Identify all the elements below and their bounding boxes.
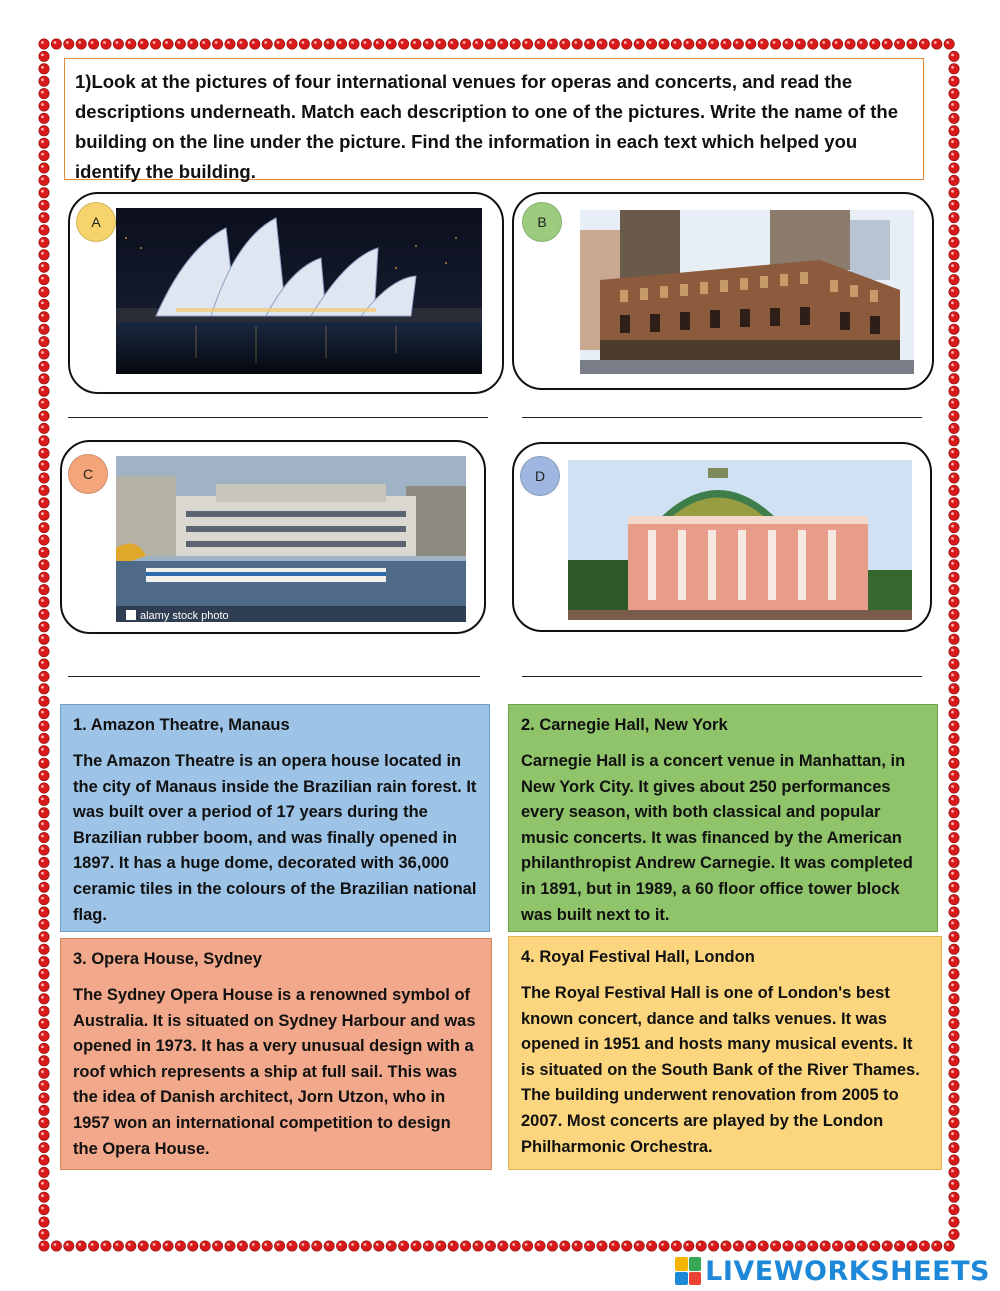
letter-a: A	[91, 214, 101, 230]
description-4-body: The Royal Festival Hall is one of London's best known concert, dance and talks venues. It was opened in 1951 and hosts many musical events. It is situated on the South Bank of the River Thames. The building underwent renovation from 2005 to 2007. Most concerts are played by the London Philharmonic Orchestra.	[521, 984, 920, 1156]
amazon-theatre-photo	[568, 460, 912, 620]
answer-line-d[interactable]	[522, 676, 922, 677]
description-3-body: The Sydney Opera House is a renowned symbol of Australia. It is situated on Sydney Harbour and was opened in 1973. It has a very unusual design with a roof which represents a ship at full sail. This was the idea of Danish architect, Jorn Utzon, who in 1957 won an international competition to design the Opera House.	[73, 986, 476, 1158]
picture-card-c	[60, 440, 486, 634]
description-1	[60, 704, 490, 932]
description-1-body: The Amazon Theatre is an opera house located in the city of Manaus inside the Brazilian rain forest. It was built over a period of 17 years during the Brazilian rubber boom, and was finally opened in 1897. It has a huge dome, decorated with 36,000 ceramic tiles in the colours of the Brazilian national flag.	[73, 752, 477, 924]
letter-badge-a	[76, 202, 116, 242]
description-3-title: 3. Opera House, Sydney	[73, 950, 262, 968]
sydney-opera-house-photo	[116, 208, 482, 374]
picture-card-a	[68, 192, 504, 394]
description-1-title: 1. Amazon Theatre, Manaus	[73, 716, 290, 734]
answer-line-c[interactable]	[68, 676, 480, 677]
description-4	[508, 936, 942, 1170]
letter-badge-b	[522, 202, 562, 242]
carnegie-hall-photo	[580, 210, 914, 374]
description-4-title: 4. Royal Festival Hall, London	[521, 948, 755, 966]
description-2-body: Carnegie Hall is a concert venue in Manhattan, in New York City. It gives about 250 performances every season, with both classical and popular music concerts. It was financed by the American philanthropist Andrew Carnegie. It was completed in 1891, but in 1989, a 60 floor office tower block was built next to it.	[521, 752, 913, 924]
instructions-text: 1)Look at the pictures of four international venues for operas and concerts, and read the descriptions underneath. Match each description to one of the pictures. Write the name of the building on the line under the picture. Find the information in each text which helped you identify the building.	[75, 71, 899, 182]
royal-festival-hall-photo	[116, 456, 466, 622]
picture-card-b	[512, 192, 934, 390]
answer-line-b[interactable]	[522, 417, 922, 418]
letter-b: B	[537, 214, 547, 230]
description-2-title: 2. Carnegie Hall, New York	[521, 716, 728, 734]
letter-badge-d	[520, 456, 560, 496]
description-3	[60, 938, 492, 1170]
liveworksheets-logo[interactable]	[675, 1255, 990, 1287]
answer-line-a[interactable]	[68, 417, 488, 418]
liveworksheets-brand: LIVEWORKSHEETS	[705, 1255, 990, 1287]
letter-badge-c	[68, 454, 108, 494]
alamy-watermark: alamy stock photo	[140, 610, 229, 622]
letter-c: C	[82, 466, 94, 482]
picture-card-d	[512, 442, 932, 632]
letter-d: D	[534, 468, 546, 484]
description-2	[508, 704, 938, 932]
liveworksheets-mark-icon	[675, 1257, 701, 1285]
instructions-box	[64, 58, 924, 180]
